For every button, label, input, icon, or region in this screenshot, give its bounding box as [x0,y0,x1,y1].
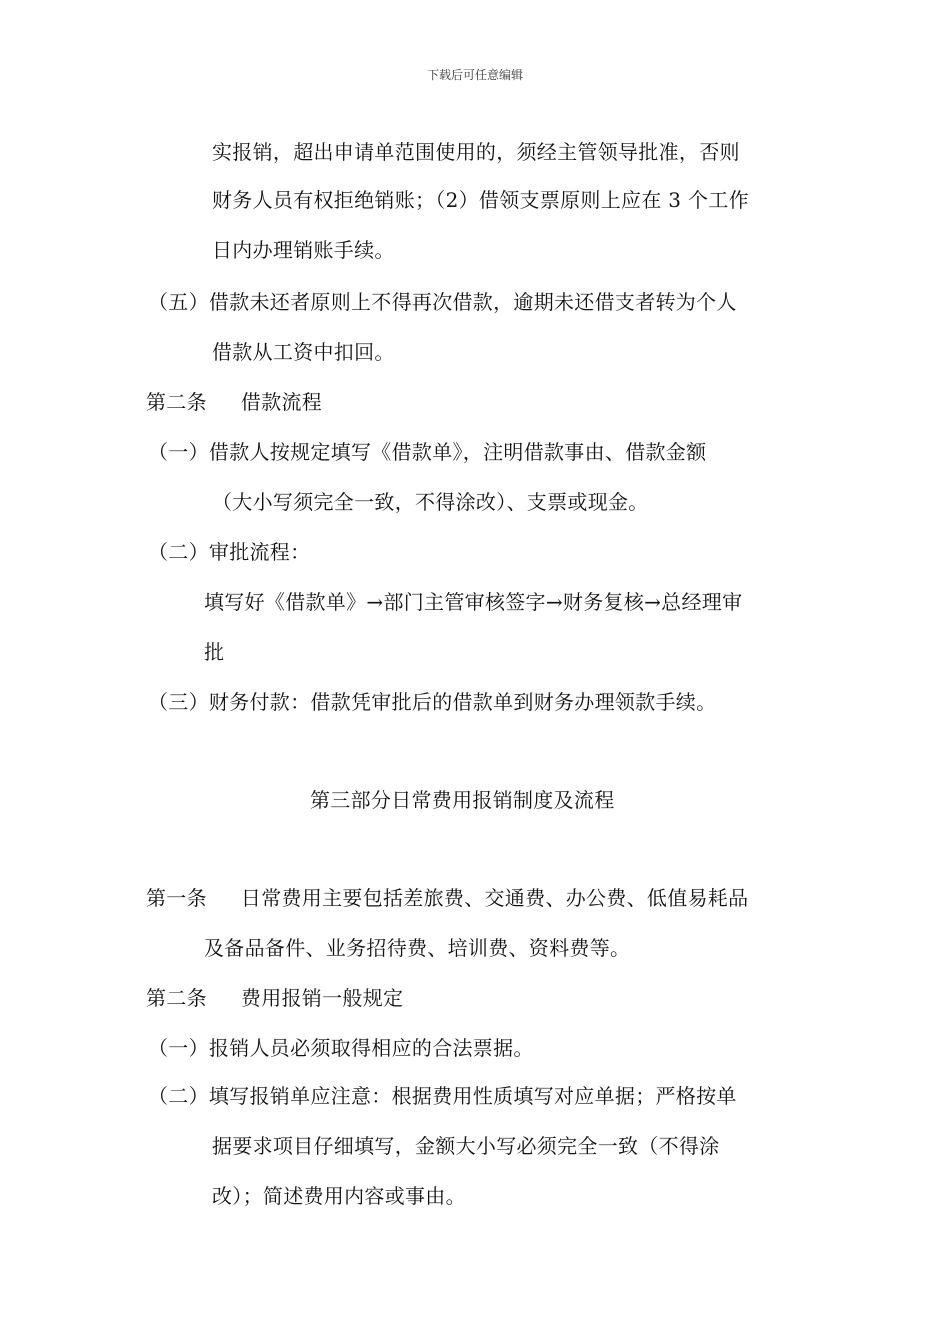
page-header: 下载后可任意编辑 [426,68,523,82]
text-line: 批 [204,640,225,664]
article-number: 第二条 [146,390,207,414]
text-line: 及备品备件、业务招待费、培训费、资料费等。 [204,936,631,960]
text-line: 实报销，超出申请单范围使用的，须经主管领导批准，否则 [212,140,740,164]
text-line: 填写好《借款单》→部门主管审核签字→财务复核→总经理审 [204,590,743,614]
article-number: 第一条 [146,886,207,910]
text-line: （二）审批流程： [148,540,311,564]
text-line: （五）借款未还者原则上不得再次借款，逾期未还借支者转为个人 [148,290,737,314]
text-line: （三）财务付款：借款凭审批后的借款单到财务办理领款手续。 [148,690,717,714]
article-title: 费用报销一般规定 [240,986,404,1010]
text-line: 借款从工资中扣回。 [212,340,395,364]
article-heading [146,388,322,416]
text-line: 改）；简述费用内容或事由。 [212,1184,466,1208]
text-line: （大小写须完全一致，不得涂改）、支票或现金。 [212,490,649,514]
article-heading [146,884,748,912]
article-title: 借款流程 [240,390,323,414]
section-title: 第三部分日常费用报销制度及流程 [310,788,615,812]
article-number: 第二条 [146,986,207,1010]
text-line: （一）借款人按规定填写《借款单》，注明借款事由、借款金额 [148,440,707,464]
text-line: （二）填写报销单应注意：根据费用性质填写对应单据；严格按单 [148,1084,737,1108]
article-heading [146,984,403,1012]
text-line: 据要求项目仔细填写，金额大小写必须完全一致（不得涂 [212,1134,720,1158]
article-text: 日常费用主要包括差旅费、交通费、办公费、低值易耗品 [240,886,749,910]
text-line: 财务人员有权拒绝销账；（2）借领支票原则上应在 3 个工作 [212,188,749,212]
text-line: （一）报销人员必须取得相应的合法票据。 [148,1036,534,1060]
text-line: 日内办理销账手续。 [212,238,395,262]
